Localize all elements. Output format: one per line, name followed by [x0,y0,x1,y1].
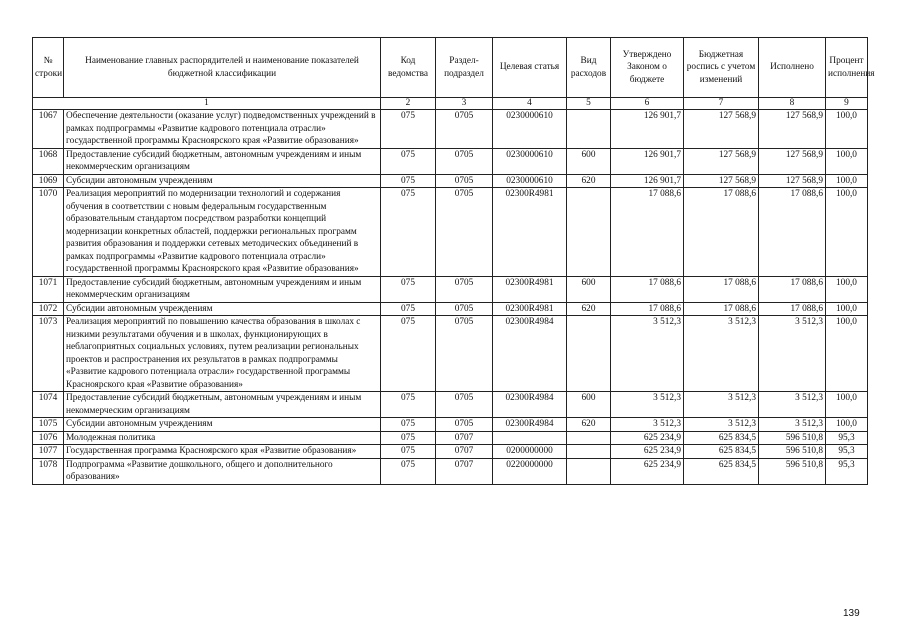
budget-amount: 127 568,9 [684,110,759,149]
row-number: 1068 [33,148,64,174]
executed-amount: 17 088,6 [759,302,826,316]
column-number: 4 [493,98,567,110]
budget-amount: 3 512,3 [684,316,759,392]
approved-amount: 625 234,9 [611,431,684,445]
row-name: Молодежная политика [64,431,381,445]
row-number: 1072 [33,302,64,316]
row-number: 1069 [33,174,64,188]
expense-type [567,445,611,459]
row-number: 1077 [33,445,64,459]
section-code: 0705 [436,148,493,174]
dept-code: 075 [381,148,436,174]
budget-amount: 3 512,3 [684,418,759,432]
table-row [33,458,868,484]
dept-code: 075 [381,174,436,188]
approved-amount: 625 234,9 [611,445,684,459]
column-number: 9 [826,98,868,110]
execution-percent: 100,0 [826,148,868,174]
row-name: Обеспечение деятельности (оказание услуг) подведомственных учреждений в рамках подпрограммы «Развитие кадрового потенциала отрасли» государственной программы Красноярского края «Развитие образования» [64,110,381,149]
section-code: 0705 [436,188,493,277]
header-target-item: Целевая статья [493,38,567,98]
header-budget-list: Бюджетная роспись с учетом изменений [684,38,759,98]
executed-amount: 17 088,6 [759,188,826,277]
header-expense-type: Вид расходов [567,38,611,98]
dept-code: 075 [381,316,436,392]
target-item: 0230000610 [493,110,567,149]
target-item: 02300R4984 [493,316,567,392]
row-number: 1075 [33,418,64,432]
expense-type: 600 [567,148,611,174]
executed-amount: 17 088,6 [759,276,826,302]
section-code: 0705 [436,316,493,392]
dept-code: 075 [381,445,436,459]
budget-table [32,37,875,485]
column-number-row [33,98,868,110]
row-number: 1076 [33,431,64,445]
expense-type [567,110,611,149]
approved-amount: 3 512,3 [611,418,684,432]
budget-amount: 3 512,3 [684,392,759,418]
table-row [33,174,868,188]
budget-amount: 625 834,5 [684,458,759,484]
execution-percent: 100,0 [826,174,868,188]
row-number: 1074 [33,392,64,418]
table-row [33,148,868,174]
section-code: 0705 [436,110,493,149]
executed-amount: 127 568,9 [759,110,826,149]
page-number: 139 [843,608,860,619]
column-number: 5 [567,98,611,110]
row-number: 1067 [33,110,64,149]
row-name: Субсидии автономным учреждениям [64,174,381,188]
execution-percent: 100,0 [826,110,868,149]
execution-percent: 95,3 [826,431,868,445]
table-row [33,276,868,302]
column-number: 3 [436,98,493,110]
header-section: Раздел-подраздел [436,38,493,98]
dept-code: 075 [381,392,436,418]
approved-amount: 126 901,7 [611,110,684,149]
expense-type: 600 [567,392,611,418]
executed-amount: 127 568,9 [759,148,826,174]
dept-code: 075 [381,458,436,484]
approved-amount: 17 088,6 [611,276,684,302]
execution-percent: 95,3 [826,445,868,459]
expense-type [567,458,611,484]
executed-amount: 596 510,8 [759,445,826,459]
execution-percent: 100,0 [826,302,868,316]
header-dept-code: Код ведомства [381,38,436,98]
table-body [33,110,868,485]
target-item [493,431,567,445]
expense-type: 620 [567,174,611,188]
expense-type [567,188,611,277]
budget-amount: 625 834,5 [684,445,759,459]
row-name: Предоставление субсидий бюджетным, автономным учреждениям и иным некоммерческим организациям [64,276,381,302]
row-name: Реализация мероприятий по повышению качества образования в школах с низкими результатами обучения и в школах, функционирующих в неблагоприятных социальных условиях, путем реализации региональных проектов и распространения их результатов в рамках подпрограммы «Развитие кадрового потенциала отрасли» государственной программы Красноярского края «Развитие образования» [64,316,381,392]
row-name: Субсидии автономным учреждениям [64,418,381,432]
execution-percent: 100,0 [826,188,868,277]
target-item: 0230000610 [493,148,567,174]
row-number: 1078 [33,458,64,484]
dept-code: 075 [381,110,436,149]
executed-amount: 596 510,8 [759,458,826,484]
expense-type: 600 [567,276,611,302]
table-row [33,110,868,149]
target-item: 0230000610 [493,174,567,188]
executed-amount: 596 510,8 [759,431,826,445]
dept-code: 075 [381,418,436,432]
executed-amount: 3 512,3 [759,392,826,418]
approved-amount: 17 088,6 [611,302,684,316]
table-row [33,445,868,459]
row-number: 1071 [33,276,64,302]
target-item: 02300R4981 [493,302,567,316]
row-number: 1070 [33,188,64,277]
section-code: 0707 [436,431,493,445]
budget-amount: 17 088,6 [684,188,759,277]
target-item: 0220000000 [493,458,567,484]
row-name: Подпрограмма «Развитие дошкольного, общего и дополнительного образования» [64,458,381,484]
row-name: Реализация мероприятий по модернизации технологий и содержания обучения в соответствии с новым федеральным государственным образовательным стандартом посредством разработки концепций модернизации конкретных областей, поддержки региональных программ развития образования и поддержки сетевых методических объединений в рамках подпрограммы «Развитие кадрового потенциала отрасли» государственной программы Красноярского края «Развитие образования» [64,188,381,277]
header-row-number: № строки [33,38,64,98]
execution-percent: 100,0 [826,316,868,392]
row-name: Субсидии автономным учреждениям [64,302,381,316]
header-name: Наименование главных распорядителей и наименование показателей бюджетной классификации [64,38,381,98]
section-code: 0705 [436,174,493,188]
section-code: 0705 [436,392,493,418]
column-number: 7 [684,98,759,110]
header-percent: Процент исполнения [826,38,868,98]
execution-percent: 100,0 [826,418,868,432]
table-row [33,431,868,445]
section-code: 0707 [436,445,493,459]
table-row [33,316,868,392]
approved-amount: 3 512,3 [611,392,684,418]
executed-amount: 127 568,9 [759,174,826,188]
dept-code: 075 [381,431,436,445]
section-code: 0707 [436,458,493,484]
column-number: 8 [759,98,826,110]
dept-code: 075 [381,302,436,316]
header-executed: Исполнено [759,38,826,98]
section-code: 0705 [436,302,493,316]
approved-amount: 126 901,7 [611,148,684,174]
target-item: 02300R4984 [493,392,567,418]
row-name: Предоставление субсидий бюджетным, автономным учреждениям и иным некоммерческим организациям [64,392,381,418]
execution-percent: 100,0 [826,392,868,418]
column-number: 1 [33,98,381,110]
executed-amount: 3 512,3 [759,316,826,392]
table-row [33,302,868,316]
budget-amount: 17 088,6 [684,276,759,302]
execution-percent: 95,3 [826,458,868,484]
expense-type [567,431,611,445]
section-code: 0705 [436,276,493,302]
budget-amount: 127 568,9 [684,148,759,174]
row-number: 1073 [33,316,64,392]
budget-amount: 127 568,9 [684,174,759,188]
target-item: 02300R4984 [493,418,567,432]
table-row [33,188,868,277]
row-name: Предоставление субсидий бюджетным, автономным учреждениям и иным некоммерческим организациям [64,148,381,174]
table-row [33,418,868,432]
execution-percent: 100,0 [826,276,868,302]
target-item: 02300R4981 [493,276,567,302]
dept-code: 075 [381,276,436,302]
header-approved: Утверждено Законом о бюджете [611,38,684,98]
expense-type [567,316,611,392]
budget-amount: 17 088,6 [684,302,759,316]
budget-amount: 625 834,5 [684,431,759,445]
expense-type: 620 [567,302,611,316]
table-row [33,392,868,418]
target-item: 0200000000 [493,445,567,459]
approved-amount: 625 234,9 [611,458,684,484]
dept-code: 075 [381,188,436,277]
column-number: 2 [381,98,436,110]
expense-type: 620 [567,418,611,432]
column-number: 6 [611,98,684,110]
executed-amount: 3 512,3 [759,418,826,432]
approved-amount: 3 512,3 [611,316,684,392]
target-item: 02300R4981 [493,188,567,277]
row-name: Государственная программа Красноярского края «Развитие образования» [64,445,381,459]
approved-amount: 126 901,7 [611,174,684,188]
table-header [33,38,875,110]
section-code: 0705 [436,418,493,432]
approved-amount: 17 088,6 [611,188,684,277]
